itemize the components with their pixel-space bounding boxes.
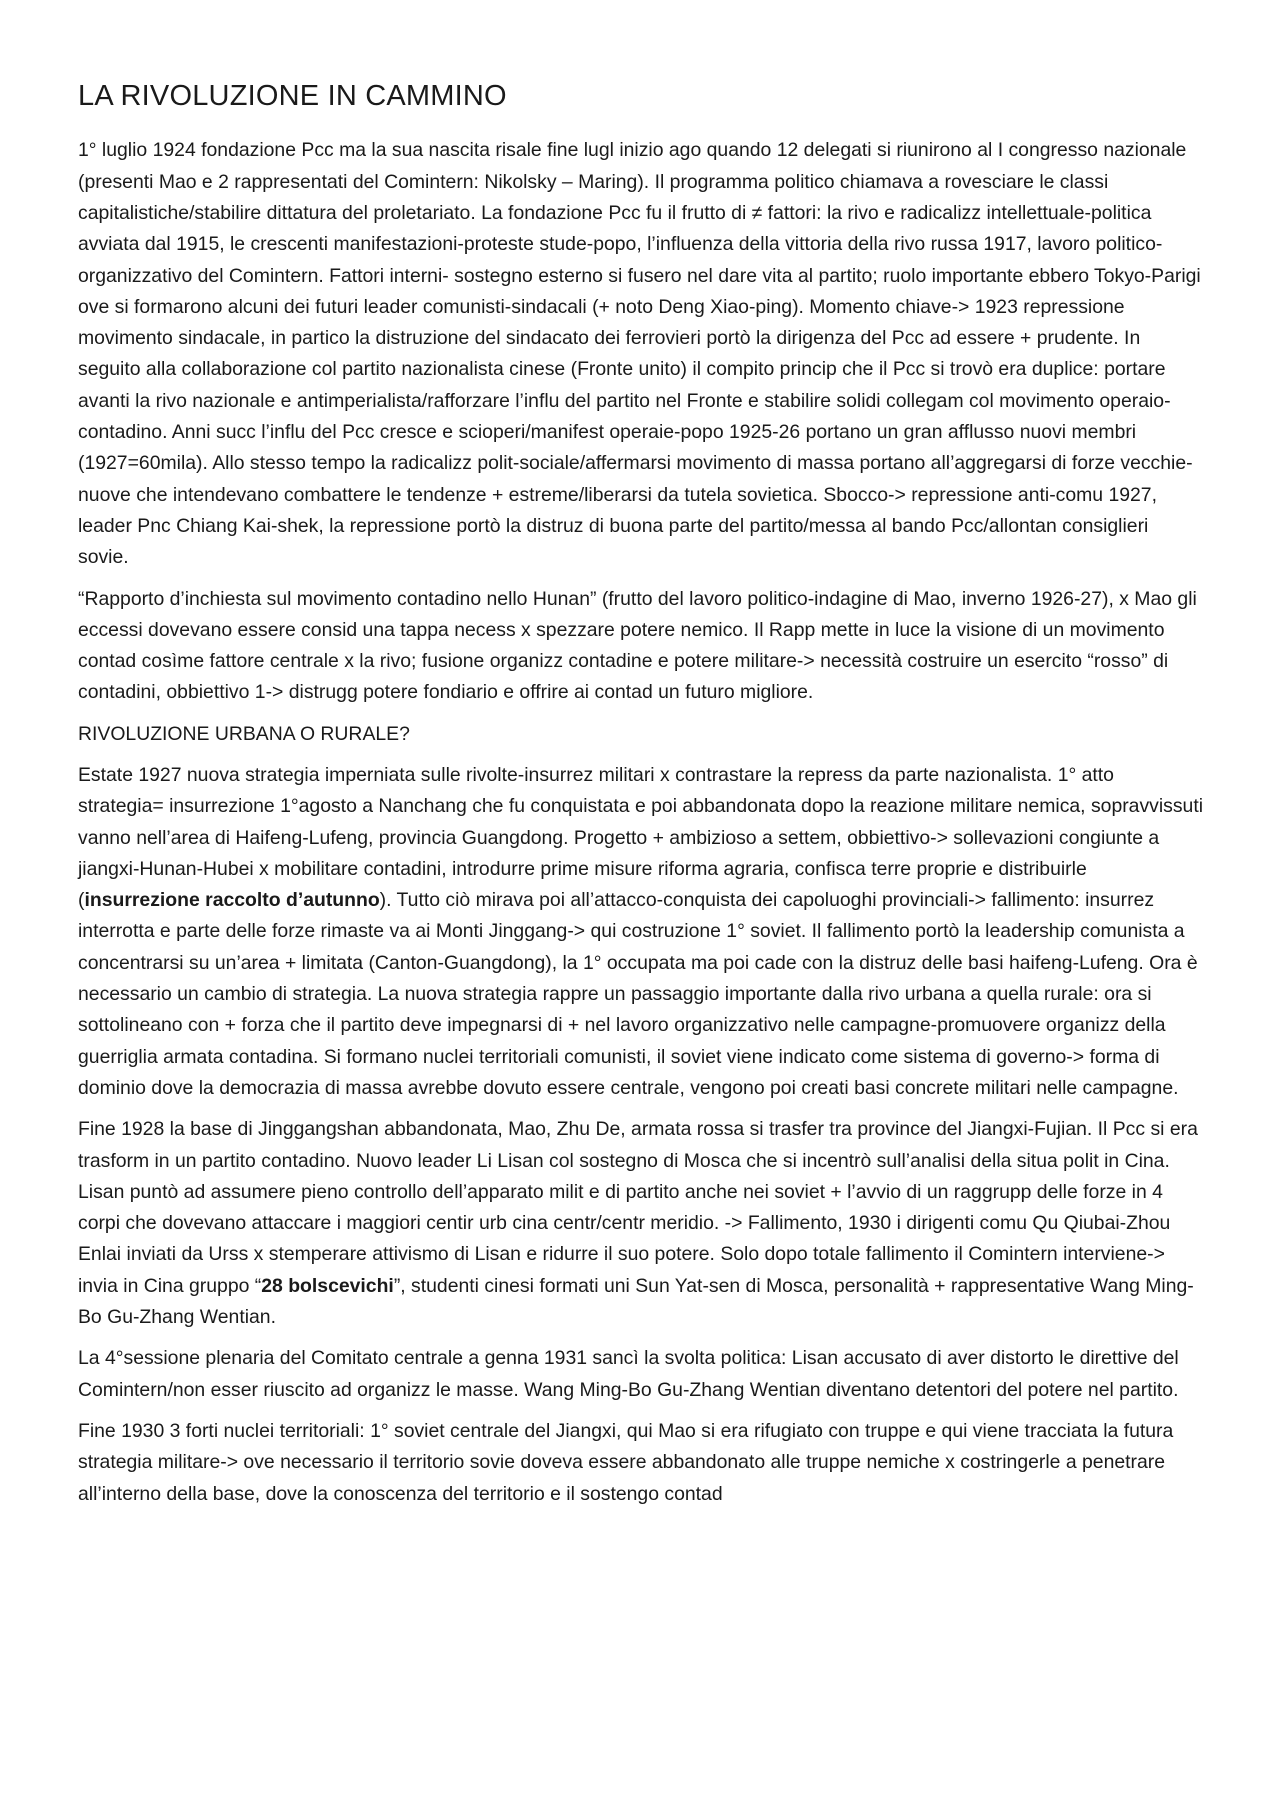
paragraph-text: Estate 1927 nuova strategia imperniata sulle rivolte-insurrez militari x contrastare la repress da parte nazionalista. 1° atto strategia= insurrezione 1°agosto a Nanchang che fu conquistata e poi abbandonata dopo la reazione militare nemica, sopravvissuti vanno nell’area di Haifeng-Lufeng, provincia Guangdong. Progetto + ambizioso a settem, obbiettivo-> sollevazioni congiunte a jiangxi-Hunan-Hubei x mobilitare contadini, introdurre prime misure riforma agraria, confisca terre proprie e distribuirle ( [78,763,1204,912]
paragraph-founding-pcc: 1° luglio 1924 fondazione Pcc ma la sua nascita risale fine lugl inizio ago quando 12 delegati si riunirono al I congresso nazionale (presenti Mao e 2 rappresentati del Comintern: Nikolsky – Maring). Il programma politico chiamava a rovesciare le classi capitalistiche/stabilire dittatura del proletariato. La fondazione Pcc fu il frutto di ≠ fattori: la rivo e radicalizz intellettuale-politica avviata dal 1915, le crescenti manifestazioni-proteste stude-popo, l’influenza della vittoria della rivo russa 1917, lavoro politico-organizzativo del Comintern. Fattori interni- sostegno esterno si fusero nel dare vita al partito; ruolo importante ebbero Tokyo-Parigi ove si formarono alcuni dei futuri leader comunisti-sindacali (+ noto Deng Xiao-ping). Momento chiave-> 1923 repressione movimento sindacale, in partico la distruzione del sindacato dei ferrovieri portò la dirigenza del Pcc ad essere + prudente. In seguito alla collaborazione col partito nazionalista cinese (Fronte unito) il compito princip che il Pcc si trovò era duplice: portare avanti la rivo nazionale e antimperialista/rafforzare l’influ del partito nel Fronte e stabilire solidi collegam col movimento operaio-contadino. Anni succ l’influ del Pcc cresce e scioperi/manifest operaie-popo 1925-26 portano un gran afflusso nuovi membri (1927=60mila). Allo stesso tempo la radicalizz polit-sociale/affermarsi movimento di massa portano all’aggregarsi di forze vecchie-nuove che intendevano combattere le tendenze + estreme/liberarsi da tutela sovietica. Sbocco-> repressione anti-comu 1927, leader Pnc Chiang Kai-shek, la repressione portò la distruz di buona parte del partito/messa al bando Pcc/allontan consiglieri sovie. [78,139,1201,569]
bold-term-autumn-harvest: insurrezione raccolto d’autunno [84,889,380,912]
paragraph-text: Fine 1928 la base di Jinggangshan abbandonata, Mao, Zhu De, armata rossa si trasfer tra province del Jiangxi-Fujian. Il Pcc si era trasform in un partito contadino. Nuovo leader Li Lisan col sostegno di Mosca che si incentrò sull’analisi della situa polit in Cina. Lisan puntò ad assumere pieno controllo dell’apparato milit e di partito anche nei soviet + l’avvio di un raggrupp delle forze in 4 corpi che dovevano attaccare i maggiori centir urb cina centr/centr meridio. -> Fallimento, 1930 i dirigenti comu Qu Qiubai-Zhou Enlai inviati da Urss x stemperare attivismo di Lisan e ridurre il suo potere. Solo dopo totale fallimento il Comintern interviene-> invia in Cina gruppo “ [78,1118,1198,1297]
bold-term-28-bolsheviks: 28 bolscevichi [261,1274,394,1297]
section-heading-urban-or-rural: RIVOLUZIONE URBANA O RURALE? [78,722,410,745]
paragraph-plenary-1931: La 4°sessione plenaria del Comitato centrale a genna 1931 sancì la svolta politica: Lisan accusato di aver distorto le direttive del Comintern/non esser riuscito ad organizz le masse. Wang Ming-Bo Gu-Zhang Wentian diventano detentori del potere nel partito. [78,1347,1179,1401]
paragraph-end-1928 [78,1114,1204,1333]
paragraph-summer-1927 [78,760,1204,1104]
paragraph-hunan-report: “Rapporto d’inchiesta sul movimento contadino nello Hunan” (frutto del lavoro politico-indagine di Mao, inverno 1926-27), x Mao gli eccessi dovevano essere consid una tappa necess x spezzare potere nemico. Il Rapp mette in luce la visione di un movimento contad cosìme fattore centrale x la rivo; fusione organizz contadine e potere militare-> necessità costruire un esercito “rosso” di contadini, obbiettivo 1-> distrugg potere fondiario e offrire ai contad un futuro migliore. [78,587,1197,704]
page-title: LA RIVOLUZIONE IN CAMMINO [78,80,507,112]
paragraph-text: ”, studenti cinesi formati uni Sun Yat-sen di Mosca, personalità + rappresentative Wang Ming-Bo Gu-Zhang Wentian. [78,1274,1194,1329]
paragraph-end-1930: Fine 1930 3 forti nuclei territoriali: 1° soviet centrale del Jiangxi, qui Mao si era rifugiato con truppe e qui viene tracciata la futura strategia militare-> ove necessario il territorio sovie doveva essere abbandonato alle truppe nemiche x costringerle a penetrare all’interno della base, dove la conoscenza del territorio e il sostengo contad [78,1419,1174,1505]
paragraph-text: ). Tutto ciò mirava poi all’attacco-conquista dei capoluoghi provinciali-> fallimento: insurrez interrotta e parte delle forze rimaste va ai Monti Jinggang-> qui costruzione 1° soviet. Il fallimento portò la leadership comunista a concentrarsi su un’area + limitata (Canton-Guangdong), la 1° occupata ma poi cade con la distruz delle basi haifeng-Lufeng. Ora è necessario un cambio di strategia. La nuova strategia rappre un passaggio importante dalla rivo urbana a quella rurale: ora si sottolineano con + forza che il partito deve impegnarsi di + nel lavoro organizzativo nelle campagne-promuovere organizz della guerriglia armata contadina. Si formano nuclei territoriali comunisti, il soviet viene indicato come sistema di governo-> forma di dominio dove la democrazia di massa avrebbe dovuto essere centrale, vengono poi creati basi concrete militari nelle campagne. [78,889,1198,1099]
